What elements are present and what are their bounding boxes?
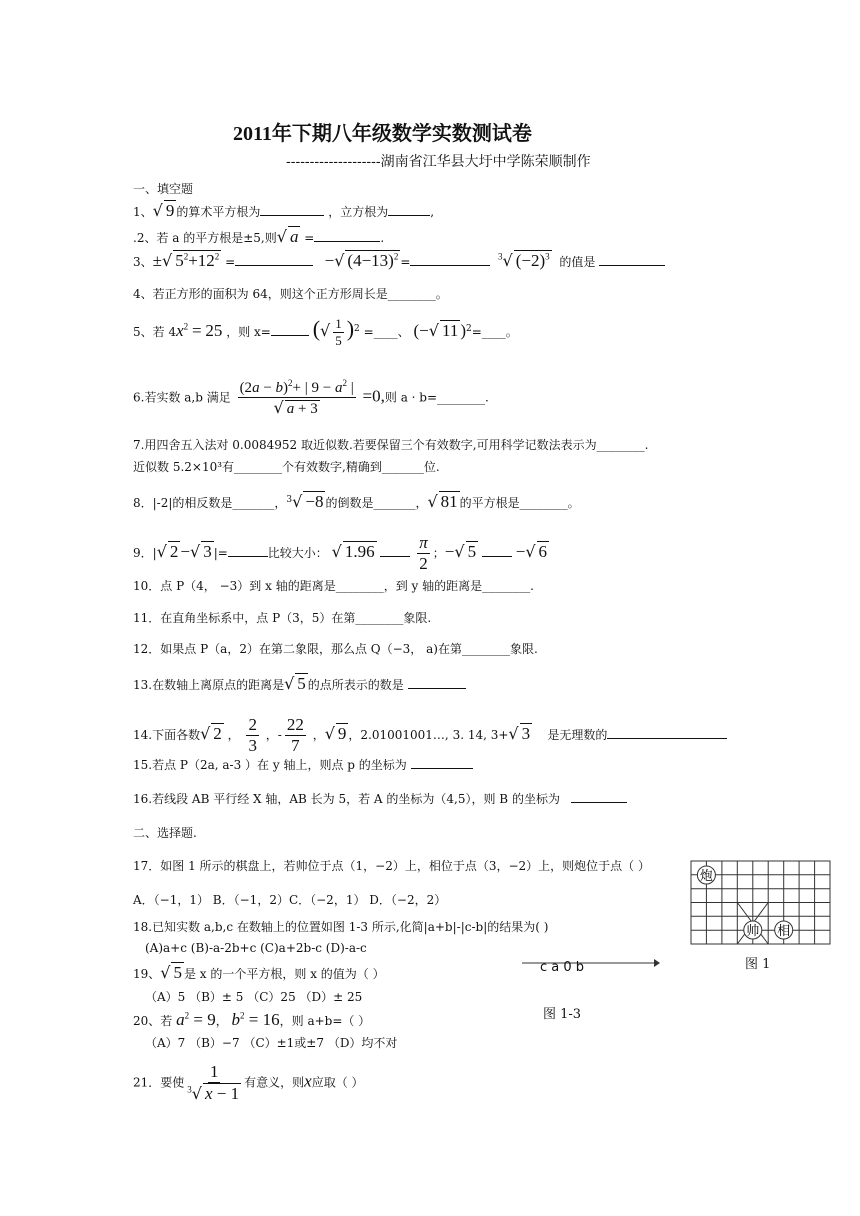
question-7b: 近似数 5.2×10³有________个有效数字,精确到_______位. [133, 460, 440, 474]
svg-text:炮: 炮 [699, 869, 713, 884]
pao-piece [697, 866, 715, 884]
question-3: 3、±√ $5^2+12^2$ = −√ $(4-13)^2 = ^3√$ $(-2)^3$ 的值是 [133, 250, 665, 271]
question-17-stem: 17．如图 1 所示的棋盘上，若帅位于点（1，−2）上，相位于点（3，−2）上，则炮位于点（ ） [133, 859, 650, 873]
question-1: 1、√ 9 的算术平方根为 ，立方根为 , [133, 201, 435, 220]
section-fill-blank: 一、填空题 [133, 182, 194, 196]
author-line: --------------------湖南省江华县大圩中学陈荣顺制作 [286, 154, 591, 170]
question-10: 10．点 P（4， −3）到 x 轴的距离是________，到 y 轴的距离是________. [133, 579, 534, 593]
svg-text:帅: 帅 [746, 924, 760, 939]
question-9: 9．|√ 2 −√ 3 |= 比较大小： √ 1.96 $\frac{\pi}{2}$ ；−√ 5 −√ 6 [133, 533, 548, 573]
section-choice: 二、选择题. [133, 826, 197, 840]
question-20-options: （A）7 （B）−7 （C）±1或±7 （D）均不对 [145, 1036, 398, 1050]
question-6: 6.若实数 a,b 满足 $\frac{(2a - b)^2+ | 9 - a^2 |}{√ a + 3}$ =0,则 a · b=________. [133, 378, 489, 417]
shuai-piece [744, 921, 762, 939]
question-21: 21．要使 $\frac{1}{^3√ x - 1}$ 有意义，则x应取（ ） [133, 1062, 364, 1103]
question-16: 16.若线段 AB 平行经 X 轴，AB 长为 5，若 A 的坐标为（4,5），则 B 的坐标为 [133, 790, 627, 807]
question-13: 13.在数轴上离原点的距离是√ 5 的点所表示的数是 [133, 673, 466, 694]
question-4: 4、若正方形的面积为 64，则这个正方形周长是________。 [133, 287, 448, 301]
svg-text:相: 相 [777, 924, 791, 939]
question-20: 20、若 $a^2 = 9$， $b^2 = 16$，则 a+b=（ ） [133, 1010, 371, 1029]
question-7a: 7.用四舍五入法对 0.0084952 取近似数.若要保留三个有效数字,可用科学记数法表示为________. [133, 438, 649, 452]
figure-1-caption: 图 1 [745, 957, 771, 972]
question-19-options: （A）5 （B）± 5 （C）25 （D）± 25 [145, 990, 363, 1004]
question-11: 11．在直角坐标系中，点 P（3，5）在第________象限. [133, 611, 432, 625]
question-14: 14.下面各数√ 2 ， $\frac{2}{3}$ ，- $\frac{22}{7}$ ，√ 9 ，2.01001001…, 3. 14, 3+√ 3 是无理数的 [133, 715, 727, 756]
question-15: 15.若点 P（2a, a-3 ）在 y 轴上，则点 p 的坐标为 [133, 756, 473, 773]
figure-1-3-caption: 图 1-3 [543, 1007, 582, 1022]
question-18-options: (A)a+c (B)-a-2b+c (C)a+2b-c (D)-a-c [145, 941, 367, 955]
question-17-options: A．（−1，1） B．（−1，2）C．（−2，1） D．（−2，2） [133, 893, 447, 907]
question-18-stem: 18.已知实数 a,b,c 在数轴上的位置如图 1-3 所示,化简|a+b|-|c-b|的结果为( ) [133, 920, 549, 934]
page-title: 2011年下期八年级数学实数测试卷 [233, 123, 532, 145]
xiang-piece [775, 921, 793, 939]
question-5: 5、若 $4x^2 = 25$ ，则 x= (√ $\frac{1}{5}$ )$^2$ =____、 (−√ 11 )$^2$=____。 [133, 316, 518, 348]
question-19: 19、√ 5 是 x 的一个平方根，则 x 的值为（ ） [133, 963, 385, 982]
chessboard-figure [690, 860, 832, 946]
number-line-labels: c a 0 b [540, 960, 585, 975]
question-8: 8．|-2|的相反数是_______，$^3$√ −8 的倒数是_______，√ 81 的平方根是________。 [133, 492, 580, 511]
question-2: .2、若 a 的平方根是±5,则√ a = . [133, 227, 385, 246]
question-12: 12．如果点 P（a，2）在第二象限，那么点 Q（−3， a)在第________象限. [133, 642, 538, 656]
